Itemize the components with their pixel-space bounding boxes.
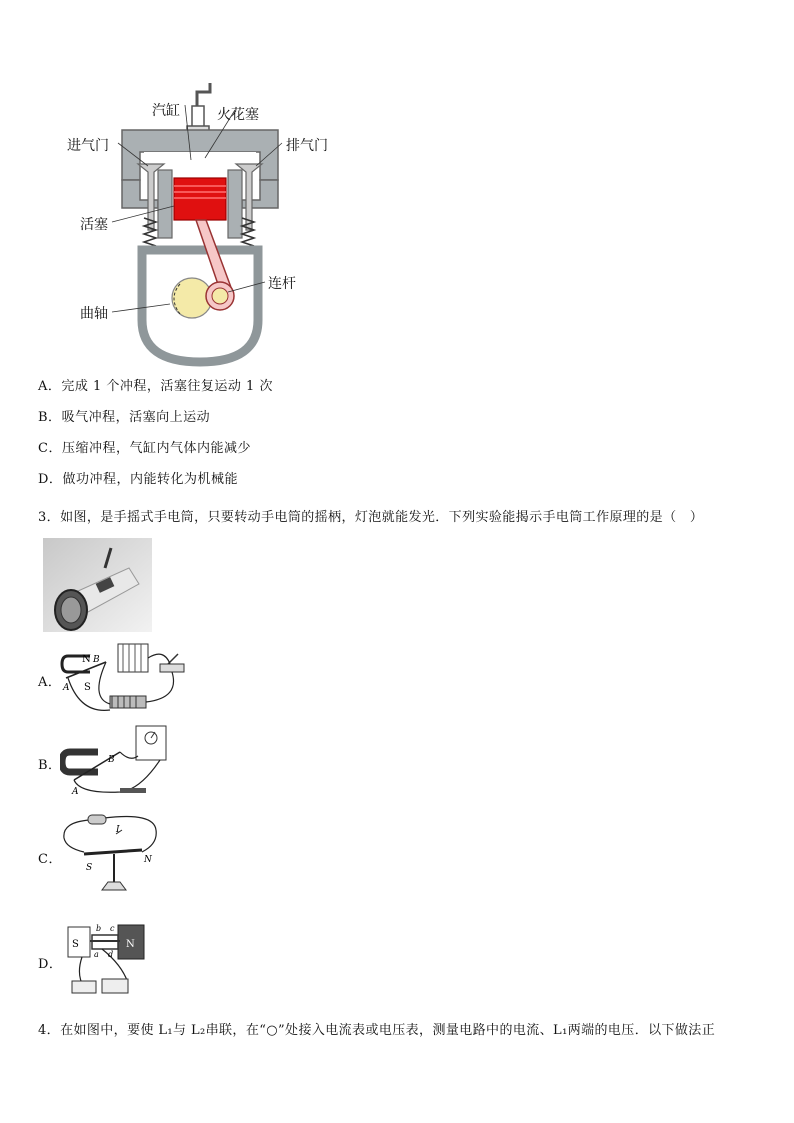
q3-option-d-label: D． [38, 957, 63, 972]
label-piston: 活塞 [80, 217, 108, 233]
option-text: 吸气冲程，活塞向上运动 [61, 410, 211, 425]
flashlight-photo [43, 538, 152, 632]
engine-diagram [60, 80, 350, 370]
fig-letter: d [108, 950, 114, 959]
label-exhaust-valve: 排气门 [286, 138, 328, 154]
label-spark-plug: 火花塞 [217, 107, 259, 123]
q3-option-d-figure [62, 915, 166, 1001]
label-intake-valve: 进气门 [67, 138, 109, 154]
option-key: D． [38, 472, 63, 487]
option-text: 完成 1 个冲程，活塞往复运动 1 次 [61, 379, 273, 394]
fig-letter: N [126, 939, 135, 950]
option-text: 压缩冲程，气缸内气体内能减少 [61, 441, 251, 456]
q2-option-d [38, 468, 238, 487]
fig-letter: S [84, 682, 91, 693]
fig-letter: b [96, 924, 102, 933]
fig-letter: N [82, 654, 91, 665]
q3-option-b-label: B． [38, 758, 62, 773]
option-key: A． [38, 379, 62, 394]
label-connecting-rod: 连杆 [268, 276, 296, 292]
q3-option-c-figure [60, 810, 164, 898]
q2-option-c [38, 437, 251, 456]
option-text: 做功冲程，内能转化为机械能 [62, 472, 238, 487]
q3-option-a-label: A． [38, 675, 62, 690]
q3-option-c-label: C． [38, 852, 62, 867]
q3-stem: 3．如图，是手摇式手电筒，只要转动手电筒的摇柄，灯泡就能发光．下列实验能揭示手电筒工作原理的是（ ） [38, 510, 704, 525]
q3-option-a-figure [60, 638, 190, 718]
fig-letter: A [72, 787, 79, 797]
q3-option-b-figure [60, 722, 172, 802]
fig-letter: B [108, 755, 115, 765]
fig-letter: a [94, 950, 99, 959]
option-key: B． [38, 410, 62, 425]
q2-option-a [38, 375, 273, 394]
fig-letter: N [144, 855, 152, 865]
q2-option-b [38, 406, 210, 425]
q4-stem: 4．在如图中，要使 L₁与 L₂串联，在“○”处接入电流表或电压表，测量电路中的电流、L₁两端的电压．以下做法正 [38, 1023, 716, 1038]
label-cylinder: 汽缸 [152, 103, 180, 119]
fig-letter: A [63, 683, 70, 693]
label-crankshaft: 曲轴 [80, 306, 108, 322]
fig-letter: B [93, 655, 100, 665]
fig-letter: S [86, 863, 93, 873]
fig-letter: c [110, 924, 115, 933]
fig-letter: I [116, 825, 120, 835]
option-key: C． [38, 441, 62, 456]
fig-letter: S [72, 939, 79, 950]
